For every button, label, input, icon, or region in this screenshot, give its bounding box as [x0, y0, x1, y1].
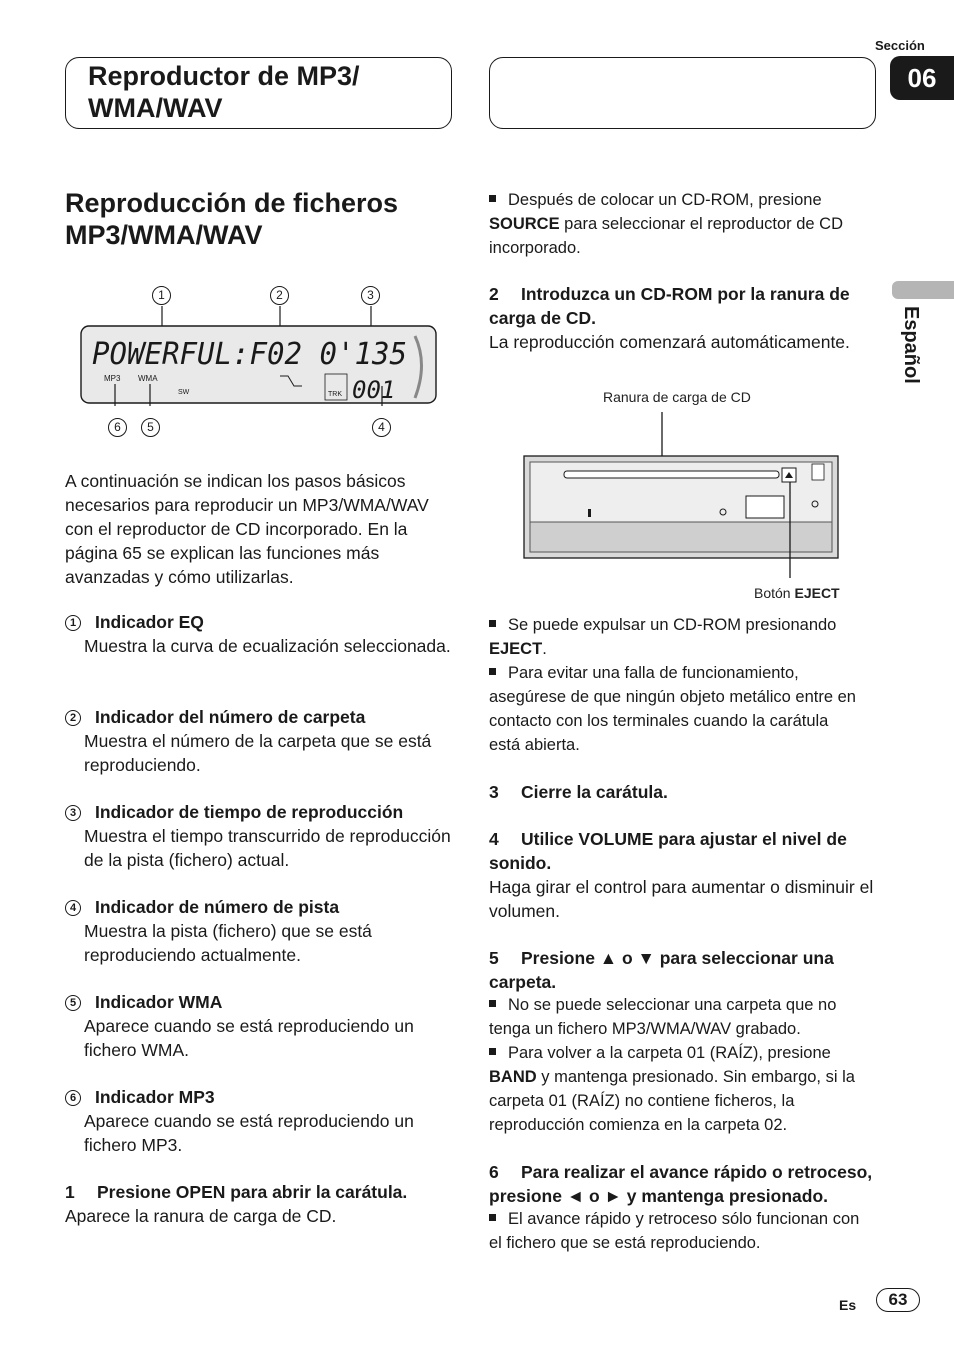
- item-heading: Indicador EQ: [95, 612, 204, 632]
- display-wma-label: WMA: [138, 374, 158, 383]
- callout-3: 3: [361, 286, 380, 305]
- step-4: [489, 827, 877, 923]
- item-heading: Indicador del número de carpeta: [95, 707, 366, 727]
- item-number: 3: [65, 805, 81, 821]
- step-1: [65, 1180, 455, 1228]
- bullet-text: Para evitar una falla de funcionamiento, asegúrese de que ningún objeto metálico entre en contacto con los terminales cuando la carátula está abierta.: [489, 664, 856, 754]
- bullet-text: .: [542, 640, 547, 658]
- callout-2: 2: [270, 286, 289, 305]
- callout-1: 1: [152, 286, 171, 305]
- display-track-text: 001: [352, 376, 396, 404]
- bullet-text: y mantenga presionado. Sin embargo, si la carpeta 01 (RAÍZ) no contiene ficheros, la reproducción comienza en la carpeta 02.: [489, 1068, 855, 1134]
- source-key: SOURCE: [489, 215, 560, 233]
- step-number: 6: [489, 1162, 499, 1182]
- page-title: Reproducción de ficheros MP3/WMA/WAV: [65, 188, 399, 250]
- callout-6: 6: [108, 418, 127, 437]
- item-number: 2: [65, 710, 81, 726]
- item-heading: Indicador de número de pista: [95, 897, 340, 917]
- section-number: 06: [890, 56, 954, 100]
- bullet-ff: [489, 1207, 864, 1255]
- header-title-box: [65, 57, 452, 129]
- item-wma: [65, 990, 455, 1062]
- display-sw-label: SW: [178, 389, 190, 396]
- bullet-square: [489, 668, 496, 675]
- bullet-source: [489, 188, 864, 260]
- display-panel: [80, 306, 440, 406]
- step-5: [489, 946, 877, 994]
- band-key: BAND: [489, 1068, 537, 1086]
- step-heading: Introduzca un CD-ROM por la ranura de carga de CD.: [489, 284, 850, 328]
- display-mp3-label: MP3: [104, 374, 121, 383]
- language-tab: [892, 281, 954, 299]
- display-main-text: POWERFUL:F02 0'135: [92, 337, 407, 372]
- item-mp3: [65, 1085, 455, 1157]
- bullet-eject: [489, 613, 864, 661]
- callout-5: 5: [141, 418, 160, 437]
- item-number: 4: [65, 900, 81, 916]
- bullet-text: No se puede seleccionar una carpeta que no tenga un fichero MP3/WMA/WAV grabado.: [489, 996, 837, 1038]
- step-description: Haga girar el control para aumentar o disminuir el volumen.: [489, 877, 874, 921]
- item-time: [65, 800, 455, 872]
- item-description: Muestra la curva de ecualización seleccionada.: [84, 636, 451, 656]
- item-number: 5: [65, 995, 81, 1011]
- step-number: 5: [489, 948, 499, 968]
- bullet-folder: [489, 993, 864, 1041]
- item-heading: Indicador WMA: [95, 992, 223, 1012]
- page-number: 63: [876, 1288, 920, 1312]
- item-heading: Indicador de tiempo de reproducción: [95, 802, 404, 822]
- footer-lang-code: Es: [839, 1297, 857, 1313]
- cd-unit-diagram: [520, 412, 842, 582]
- cd-slot-caption: Ranura de carga de CD: [603, 389, 751, 405]
- eject-key: EJECT: [794, 585, 840, 601]
- item-description: Aparece cuando se está reproduciendo un fichero MP3.: [84, 1111, 414, 1155]
- eject-caption: [754, 585, 840, 601]
- item-track: [65, 895, 455, 967]
- section-label: Sección: [875, 38, 925, 53]
- bullet-root: [489, 1041, 864, 1137]
- step-6: [489, 1160, 881, 1208]
- step-number: 2: [489, 284, 499, 304]
- bullet-text: Después de colocar un CD-ROM, presione: [508, 191, 822, 209]
- bullet-text: Para volver a la carpeta 01 (RAÍZ), presione: [508, 1044, 831, 1062]
- header-title: Reproductor de MP3/ WMA/WAV: [88, 61, 360, 123]
- step-heading: Presione OPEN para abrir la carátula.: [97, 1182, 408, 1202]
- step-number: 4: [489, 829, 499, 849]
- intro-paragraph: A continuación se indican los pasos básicos necesarios para reproducir un MP3/WMA/WAV con el reproductor de CD incorporado. En la página 65 se explican las funciones más avanzadas y cómo utilizarlas.: [65, 471, 429, 587]
- bullet-text: Se puede expulsar un CD-ROM presionando: [508, 616, 837, 634]
- item-heading: Indicador MP3: [95, 1087, 215, 1107]
- item-number: 1: [65, 615, 81, 631]
- step-heading: Utilice VOLUME para ajustar el nivel de sonido.: [489, 829, 847, 873]
- language-label: Español: [900, 306, 922, 384]
- item-description: Muestra la pista (fichero) que se está reproduciendo actualmente.: [84, 921, 372, 965]
- step-heading: Para realizar el avance rápido o retroceso, presione ◄ o ► y mantenga presionado.: [489, 1162, 873, 1206]
- item-number: 6: [65, 1090, 81, 1106]
- bullet-square: [489, 620, 496, 627]
- step-number: 1: [65, 1182, 75, 1202]
- callout-4: 4: [372, 418, 391, 437]
- item-eq: [65, 610, 455, 658]
- display-diagram: [80, 284, 440, 444]
- item-folder: [65, 705, 455, 777]
- step-description: La reproducción comenzará automáticamente.: [489, 332, 850, 352]
- bullet-text: para seleccionar el reproductor de CD incorporado.: [489, 215, 843, 257]
- bullet-square: [489, 195, 496, 202]
- step-heading: Presione ▲ o ▼ para seleccionar una carpeta.: [489, 948, 834, 992]
- bullet-metal: [489, 661, 864, 757]
- bullet-text: El avance rápido y retroceso sólo funcionan con el fichero que se está reproduciendo.: [489, 1210, 860, 1252]
- display-trk-label: TRK: [328, 391, 342, 398]
- step-description: Aparece la ranura de carga de CD.: [65, 1206, 337, 1226]
- step-2: [489, 282, 877, 354]
- step-heading: Cierre la carátula.: [521, 782, 668, 802]
- item-description: Muestra el tiempo transcurrido de reproducción de la pista (fichero) actual.: [84, 826, 451, 870]
- eject-key: EJECT: [489, 640, 543, 658]
- item-description: Muestra el número de la carpeta que se está reproduciendo.: [84, 731, 432, 775]
- bullet-square: [489, 1000, 496, 1007]
- header-empty-box: [489, 57, 876, 129]
- item-description: Aparece cuando se está reproduciendo un fichero WMA.: [84, 1016, 414, 1060]
- step-3: [489, 780, 877, 804]
- bullet-square: [489, 1048, 496, 1055]
- step-number: 3: [489, 782, 499, 802]
- bullet-square: [489, 1214, 496, 1221]
- caption-text: Botón: [754, 585, 795, 601]
